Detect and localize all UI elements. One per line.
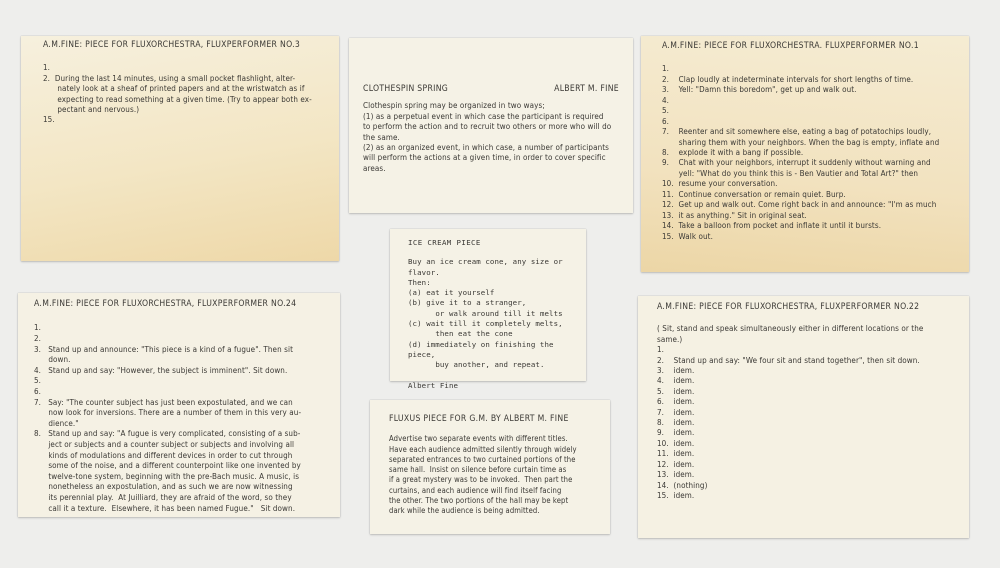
score-card-ice-cream-piece [390,229,586,390]
card-title: A.M.FINE: PIECE FOR FLUXORCHESTRA. FLUXPERFORMER NO.1 [662,41,919,51]
card-signature: Albert Fine [408,380,459,390]
card-body: Clothespin spring may be organized in two ways; (1) as a perpetual event in which case the participant is required to perform the action and to recruit two others or more who will do the same. (2) as an organized event, in which case, a number of participants will perform the actions at a given time, in order to cover specific areas. [363,101,612,173]
score-card-fluxperformer-3 [21,36,339,261]
score-card-fluxperformer-1 [641,36,969,272]
card-body: 1. 2. Clap loudly at indeterminate intervals for short lengths of time. 3. Yell: "Damn this boredom", get up and walk out. 4. 5. 6. 7. Reenter and sit somewhere else, eating a bag of potatochips loudly, sharing them with your neighbors. When the bag is empty, inflate and 8. explode it with a bang if possible. 9. Chat with your neighbors, interrupt it suddenly without warning and yell: "What do you think this is - Ben Vautier and Total Art?" then 10. resume your conversation. 11. Continue conversation or remain quiet. Burp. 12. Get up and walk out. Come right back in and announce: "I'm as much 13. it as anything." Sit in original seat. 14. Take a balloon from pocket and inflate it until it bursts. 15. Walk out. [662,64,940,241]
card-title: A.M.FINE: PIECE FOR FLUXORCHESTRA, FLUXPERFORMER NO.22 [657,302,920,312]
card-body: Advertise two separate events with different titles. Have each audience admitted silently through widely separated entrances to two curtained portions of the same hall. Insist on silence before curtain time as if a great mystery was to be invoked. Then part the curtains, and each audience will find itself facing the other. The two portions of the hall may be kept dark while the audience is being admitted. [389,434,577,516]
card-author: ALBERT M. FINE [554,84,619,94]
card-title: CLOTHESPIN SPRING [363,84,449,94]
card-title: FLUXUS PIECE FOR G.M. BY ALBERT M. FINE [389,414,569,424]
score-card-clothespin-spring [349,38,633,213]
card-title: A.M.FINE: PIECE FOR FLUXORCHESTRA, FLUXPERFORMER NO.3 [43,40,301,50]
card-body: 1. 2. During the last 14 minutes, using a small pocket flashlight, alter- nately look at a sheaf of printed papers and at the wristwatch as if expecting to read something at a given time. (Try to appear both ex- pectant and nervous.) 15. [43,63,312,125]
card-body: Buy an ice cream cone, any size or flavor. Then: (a) eat it yourself (b) give it to a stranger, or walk around till it melts (c) wait till it completely melts, then eat the cone (d) immediately on finishing the piece, buy another, and repeat. [408,257,563,370]
card-title: ICE CREAM PIECE [408,238,481,247]
score-card-fluxus-piece-gm [370,400,610,534]
card-title: A.M.FINE: PIECE FOR FLUXORCHESTRA, FLUXPERFORMER NO.24 [34,299,297,309]
card-body: 1. 2. 3. Stand up and announce: "This piece is a kind of a fugue". Then sit down. 4. Stand up and say: "However, the subject is imminent". Sit down. 5. 6. 7. Say: "The counter subject has just been expostulated, and we can now look for inversions. There are a number of them in this very au- dience." 8. Stand up and say: "A fugue is very complicated, consisting of a sub- ject or subjects and a counter subject or subjects and involving all kinds of modulations and different devices in order to cut through some of the noise, and a different counterpoint like one invented by twelve-tone system, beginning with the pre-Bach music. A music, is nonetheless an expostulation, and as such we are now witnessing its perennial play. At Juilliard, they are afraid of the word, so they call it a texture. Elsewhere, it has been named Fugue." Sit down. [34,323,302,513]
card-body: ( Sit, stand and speak simultaneously either in different locations or the same.) 1. 2. Stand up and say: "We four sit and stand together", then sit down. 3. idem. 4. idem. 5. idem. 6. idem. 7. idem. 8. idem. 9. idem. 10. idem. 11. idem. 12. idem. 13. idem. 14. (nothing) 15. idem. [657,324,924,500]
card-title-row [363,84,623,94]
score-card-fluxperformer-24 [18,293,340,517]
score-card-fluxperformer-22 [638,296,969,538]
